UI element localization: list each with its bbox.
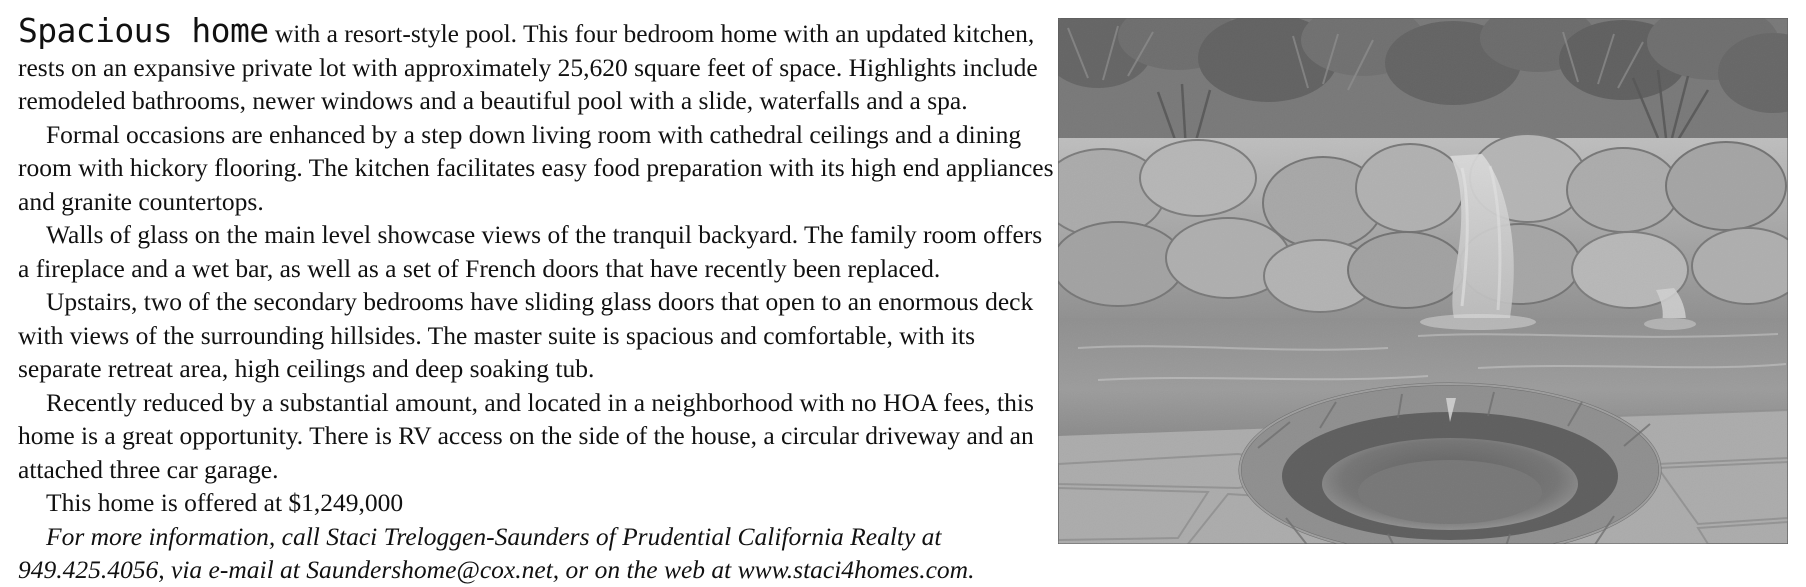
lede-continuation: with a resort-style pool. This four bedroom home with an updated kitchen, rests on an expansive private lot with approximately 25,620 square feet of space. Highlights include remodeled bathrooms, newer windows and a beautiful pool with a slide, waterfalls and a spa. — [18, 19, 1038, 115]
photo-illustration — [1058, 18, 1788, 544]
lede-paragraph — [18, 11, 1058, 118]
paragraph-formal-occasions: Formal occasions are enhanced by a step down living room with cathedral ceilings and a dining room with hickory flooring. The kitchen facilitates easy food preparation with its high end appliances and granite countertops. — [18, 119, 1054, 216]
property-photo — [1058, 18, 1788, 544]
paragraph-upstairs: Upstairs, two of the secondary bedrooms have sliding glass doors that open to an enormous deck with views of the surrounding hillsides. The master suite is spacious and comfortable, with its separate retreat area, high ceilings and deep soaking tub. — [18, 287, 1034, 383]
contact-line: For more information, call Staci Treloggen-Saunders of Prudential California Realty at 949.425.4056, via e-mail at Saundershome@cox.net, or on the web at www.staci4homes.com. — [18, 521, 975, 584]
paragraph-walls-of-glass: Walls of glass on the main level showcase views of the tranquil backyard. The family room offers a fireplace and a wet bar, as well as a set of French doors that have recently been replaced. — [18, 220, 1043, 283]
lede-headline: Spacious home — [18, 11, 269, 50]
article-body — [18, 11, 1058, 584]
paragraph-recently-reduced: Recently reduced by a substantial amount, and located in a neighborhood with no HOA fees, this home is a great opportunity. There is RV access on the side of the house, a circular driveway and an attached three car garage. — [18, 387, 1034, 484]
price-line: This home is offered at $1,249,000 — [46, 488, 404, 517]
